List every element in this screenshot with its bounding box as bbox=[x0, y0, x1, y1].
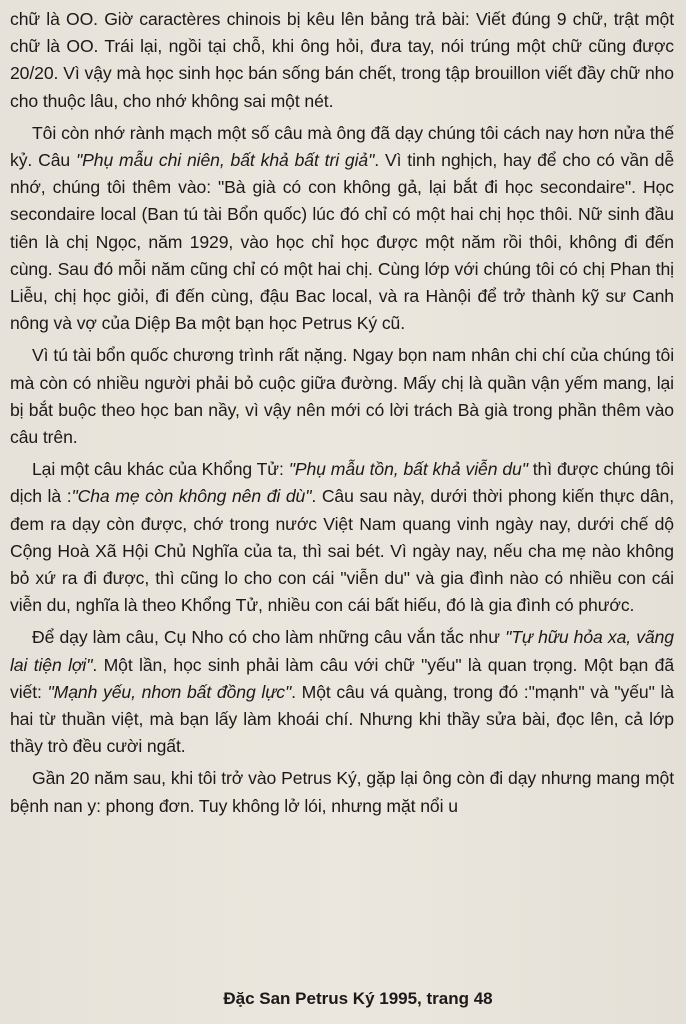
italic-quote: "Tự hữu hỏa xa, vãng lai tiện lợi" bbox=[10, 627, 674, 675]
text-run: Gần 20 năm sau, khi tôi trở vào Petrus Ký, gặp lại ông còn đi dạy nhưng mang một bệnh nan y: phong đơn. Tuy không lở lói, nhưng mặt nổi u bbox=[10, 768, 674, 816]
text-run: thì được chúng tôi dịch là : bbox=[10, 459, 674, 507]
paragraph-1 bbox=[10, 6, 674, 115]
paragraph-6 bbox=[10, 765, 674, 819]
text-run: Để dạy làm câu, Cụ Nho có cho làm những câu vắn tắc như bbox=[32, 627, 506, 648]
paragraph-3 bbox=[10, 342, 674, 451]
text-run: . Câu sau này, dưới thời phong kiến thực dân, đem ra dạy còn được, chớ trong nước Việt Nam quang vinh ngày nay, dưới chế dộ Cộng Hoà Xã Hội Chủ Nghĩa của ta, thì sai bét. Vì ngày nay, nếu cha mẹ nào không bỏ xứ ra đi được, thì cũng lo cho con cái "viễn du" và gia đình nào có nhiều con cái viễn du, nghĩa là theo Khổng Tử, nhiều con cái bất hiếu, đó là gia đình có phước. bbox=[10, 486, 675, 616]
italic-quote: "Phụ mẫu chi niên, bất khả bất tri giả" bbox=[75, 150, 375, 171]
article-body bbox=[10, 6, 674, 820]
text-run: . Vì tinh nghịch, hay để cho có vần dễ nhớ, chúng tôi thêm vào: "Bà già có con không gả, lại bắt đi học secondaire". Học secondaire local (Ban tú tài Bổn quốc) lúc đó chỉ có một hai chị học thôi. Nữ sinh đầu tiên là chị Ngọc, năm 1929, vào học chỉ học được một năm rồi thôi, không đi đến cùng. Sau đó mỗi năm cũng chỉ có một hai chị. Cùng lớp với chúng tôi có chị Phan thị Liễu, chị học giỏi, đi đến cùng, đậu Bac local, và ra Hànội để trở thành kỹ sư Canh nông và vợ của Diệp Ba một bạn học Petrus Ký cũ. bbox=[10, 150, 675, 334]
italic-quote: "Phụ mẫu tồn, bất khả viễn du" bbox=[288, 459, 528, 480]
paragraph-4 bbox=[10, 456, 674, 619]
text-run: . Một lần, học sinh phải làm câu với chữ "yếu" là quan trọng. Một bạn đã viết: bbox=[10, 654, 675, 702]
italic-quote: "Mạnh yếu, nhơn bất đồng lực" bbox=[47, 681, 292, 702]
paragraph-2 bbox=[10, 120, 674, 338]
text-run: Vì tú tài bổn quốc chương trình rất nặng. Ngay bọn nam nhân chi chí của chúng tôi mà còn có nhiều người phải bỏ cuộc giữa đường. Mấy chị là quần vận yếm mang, lại bị bắt buộc theo học ban nầy, vì vậy nên mới có lời trách Bà già trong phần thêm vào câu trên. bbox=[10, 345, 674, 448]
page-footer: Đặc San Petrus Ký 1995, trang 48 bbox=[223, 989, 493, 1008]
italic-quote: "Cha mẹ còn không nên đi dù" bbox=[71, 486, 312, 507]
text-run: Tôi còn nhớ rành mạch một số câu mà ông đã dạy chúng tôi cách nay hơn nửa thế kỷ. Câu bbox=[10, 122, 674, 171]
text-run: . Một câu vá quàng, trong đó :"mạnh" và "yếu" là hai từ thuần việt, mà bạn lấy làm khoái chí. Nhưng khi thầy sửa bài, đọc lên, cả lớp thầy trò đều cười ngất. bbox=[10, 681, 674, 757]
text-run: chữ là OO. Giờ caractères chinois bị kêu lên bảng trả bài: Viết đúng 9 chữ, trật một chữ là OO. Trái lại, ngồi tại chỗ, khi ông hỏi, đưa tay, nói trúng một chữ cũng được 20/20. Vì vậy mà học sinh học bán sống bán chết, trong tập brouillon viết đầy chữ nho cho thuộc lâu, cho nhớ không sai một nét. bbox=[10, 9, 674, 111]
paragraph-5 bbox=[10, 624, 674, 760]
text-run: Lại một câu khác của Khổng Tử: bbox=[32, 459, 289, 480]
